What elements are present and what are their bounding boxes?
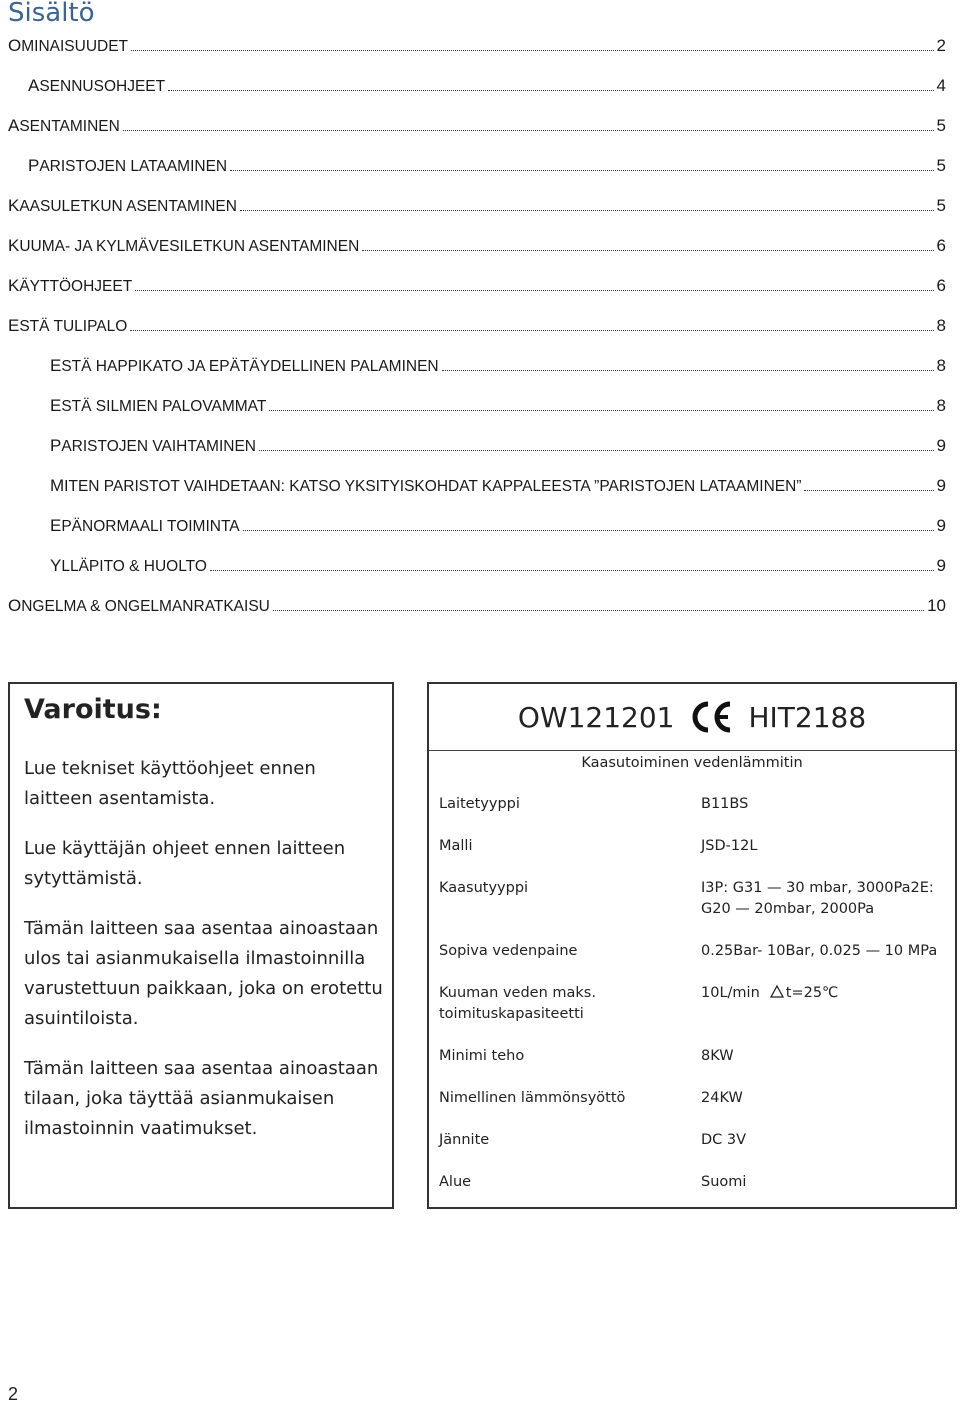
spec-value-group — [701, 983, 951, 1005]
warning-paragraph: Lue käyttäjän ohjeet ennen laitteen sytyttämistä. — [24, 838, 346, 889]
toc-leader-dots — [230, 170, 933, 171]
warning-paragraph: Lue tekniset käyttöohjeet ennen laitteen asentamista. — [24, 758, 316, 809]
toc-entry-label: PARISTOJEN LATAAMINEN — [28, 156, 228, 175]
toc-entry-esta-tulipalo[interactable] — [8, 316, 946, 338]
toc-entry-page: 5 — [936, 196, 946, 215]
toc-entry-paristojen-vaihtaminen[interactable] — [50, 436, 946, 458]
toc-entry-esta-happikato[interactable] — [50, 356, 946, 378]
toc-entry-page: 8 — [936, 356, 946, 375]
toc-entry-page: 9 — [936, 556, 946, 575]
toc-leader-dots — [168, 90, 933, 91]
spec-value: B11BS — [701, 796, 749, 812]
toc-entry-label: ESTÄ HAPPIKATO JA EPÄTÄYDELLINEN PALAMINEN — [50, 356, 439, 375]
spec-code-left: OW121201 — [517, 700, 675, 734]
toc-entry-esta-silmien-palovammat[interactable] — [50, 396, 946, 418]
toc-entry-asentaminen[interactable] — [8, 116, 946, 138]
toc-entry-kaasuletkun-asentaminen[interactable] — [8, 196, 946, 218]
toc-entry-page: 4 — [936, 76, 946, 95]
spec-header — [429, 684, 955, 750]
toc-leader-dots — [135, 290, 933, 291]
spec-value: 0.25Bar- 10Bar, 0.025 — 10 MPa — [701, 943, 938, 959]
spec-value: Suomi — [701, 1174, 747, 1190]
toc-entry-ominaisuudet[interactable] — [8, 36, 946, 58]
warning-paragraph: Tämän laitteen saa asentaa ainoastaan ulos tai asianmukaisella ilmastoinnilla varustettuun paikkaan, joka on erotettu asuintiloista. — [24, 918, 383, 1029]
toc-entry-page: 8 — [936, 316, 946, 335]
toc-entry-asennusohjeet[interactable] — [28, 76, 946, 98]
toc-entry-label: ESTÄ TULIPALO — [8, 316, 128, 335]
toc-entry-page: 8 — [936, 396, 946, 415]
toc-entry-page: 6 — [936, 236, 946, 255]
page-title: Sisältö — [8, 0, 95, 28]
toc-leader-dots — [130, 330, 933, 331]
toc-leader-dots — [273, 610, 924, 611]
spec-subtitle: Kaasutoiminen vedenlämmitin — [429, 750, 955, 771]
toc-leader-dots — [123, 130, 934, 131]
spec-key: Kuuman veden maks. toimituskapasiteetti — [439, 985, 596, 1022]
toc-entry-label: ESTÄ SILMIEN PALOVAMMAT — [50, 396, 267, 415]
spec-value: JSD-12L — [701, 838, 758, 854]
delta-triangle-icon — [770, 984, 784, 1005]
ce-mark-icon — [688, 699, 734, 735]
toc-leader-dots — [240, 210, 934, 211]
spec-key: Laitetyyppi — [439, 796, 520, 812]
toc-leader-dots — [804, 490, 933, 491]
toc-entry-page: 2 — [936, 36, 946, 55]
toc-leader-dots — [210, 570, 934, 571]
toc-leader-dots — [259, 450, 934, 451]
toc-leader-dots — [243, 530, 934, 531]
spec-key: Malli — [439, 838, 473, 854]
spec-value: 10L/min — [701, 985, 760, 1001]
toc-entry-label: EPÄNORMAALI TOIMINTA — [50, 516, 240, 535]
spec-value-extra: t=25℃ — [785, 985, 839, 1001]
spec-key: Nimellinen lämmönsyöttö — [439, 1090, 626, 1106]
spec-value: 24KW — [701, 1090, 743, 1106]
spec-value: I3P: G31 — 30 mbar, 3000Pa2E: G20 — 20mbar, 2000Pa — [701, 880, 934, 917]
spec-key: Jännite — [439, 1132, 490, 1148]
toc-entry-epanormaali-toiminta[interactable] — [50, 516, 946, 538]
toc-entry-page: 6 — [936, 276, 946, 295]
toc-entry-page: 5 — [936, 116, 946, 135]
page-number: 2 — [8, 1384, 19, 1404]
toc-entry-yllapito-huolto[interactable] — [50, 556, 946, 578]
spec-value: 8KW — [701, 1048, 734, 1064]
toc-entry-miten-paristot-vaihdetaan[interactable] — [50, 476, 946, 498]
warning-paragraph: Tämän laitteen saa asentaa ainoastaan tilaan, joka täyttää asianmukaisen ilmastoinnin vaatimukset. — [24, 1058, 379, 1139]
toc-entry-label: KÄYTTÖOHJEET — [8, 276, 133, 295]
toc-entry-page: 10 — [927, 596, 946, 615]
toc-entry-page: 5 — [936, 156, 946, 175]
toc-entry-ongelmanratkaisu[interactable] — [8, 596, 946, 618]
toc-leader-dots — [131, 50, 934, 51]
spec-key: Alue — [439, 1174, 472, 1190]
toc-entry-page: 9 — [936, 436, 946, 455]
toc-leader-dots — [442, 370, 934, 371]
toc-entry-label: ASENNUSOHJEET — [28, 76, 166, 95]
toc-leader-dots — [362, 250, 933, 251]
warning-box — [8, 682, 394, 1209]
toc-entry-label: KAASULETKUN ASENTAMINEN — [8, 196, 237, 215]
spec-key: Kaasutyyppi — [439, 880, 529, 896]
spec-value: DC 3V — [701, 1132, 747, 1148]
spec-plate — [427, 682, 957, 1209]
toc-entry-label: MITEN PARISTOT VAIHDETAAN: KATSO YKSITYISKOHDAT KAPPALEESTA ”PARISTOJEN LATAAMINEN” — [50, 476, 802, 495]
toc-entry-label: PARISTOJEN VAIHTAMINEN — [50, 436, 256, 455]
toc-entry-vesiletkun-asentaminen[interactable] — [8, 236, 946, 258]
warning-title: Varoitus: — [24, 694, 162, 725]
toc-entry-label: KUUMA- JA KYLMÄVESILETKUN ASENTAMINEN — [8, 236, 360, 255]
toc-entry-page: 9 — [936, 476, 946, 495]
spec-code-right: HIT2188 — [748, 700, 867, 734]
toc-entry-paristojen-lataaminen[interactable] — [28, 156, 946, 178]
toc-entry-label: ASENTAMINEN — [8, 116, 120, 135]
toc-entry-label: OMINAISUUDET — [8, 36, 129, 55]
toc-entry-page: 9 — [936, 516, 946, 535]
toc-entry-label: ONGELMA & ONGELMANRATKAISU — [8, 596, 270, 615]
toc-leader-dots — [269, 410, 933, 411]
spec-key: Minimi teho — [439, 1048, 525, 1064]
spec-key: Sopiva vedenpaine — [439, 943, 578, 959]
toc-entry-label: YLLÄPITO & HUOLTO — [50, 556, 207, 575]
toc-entry-kayttoohjeet[interactable] — [8, 276, 946, 298]
